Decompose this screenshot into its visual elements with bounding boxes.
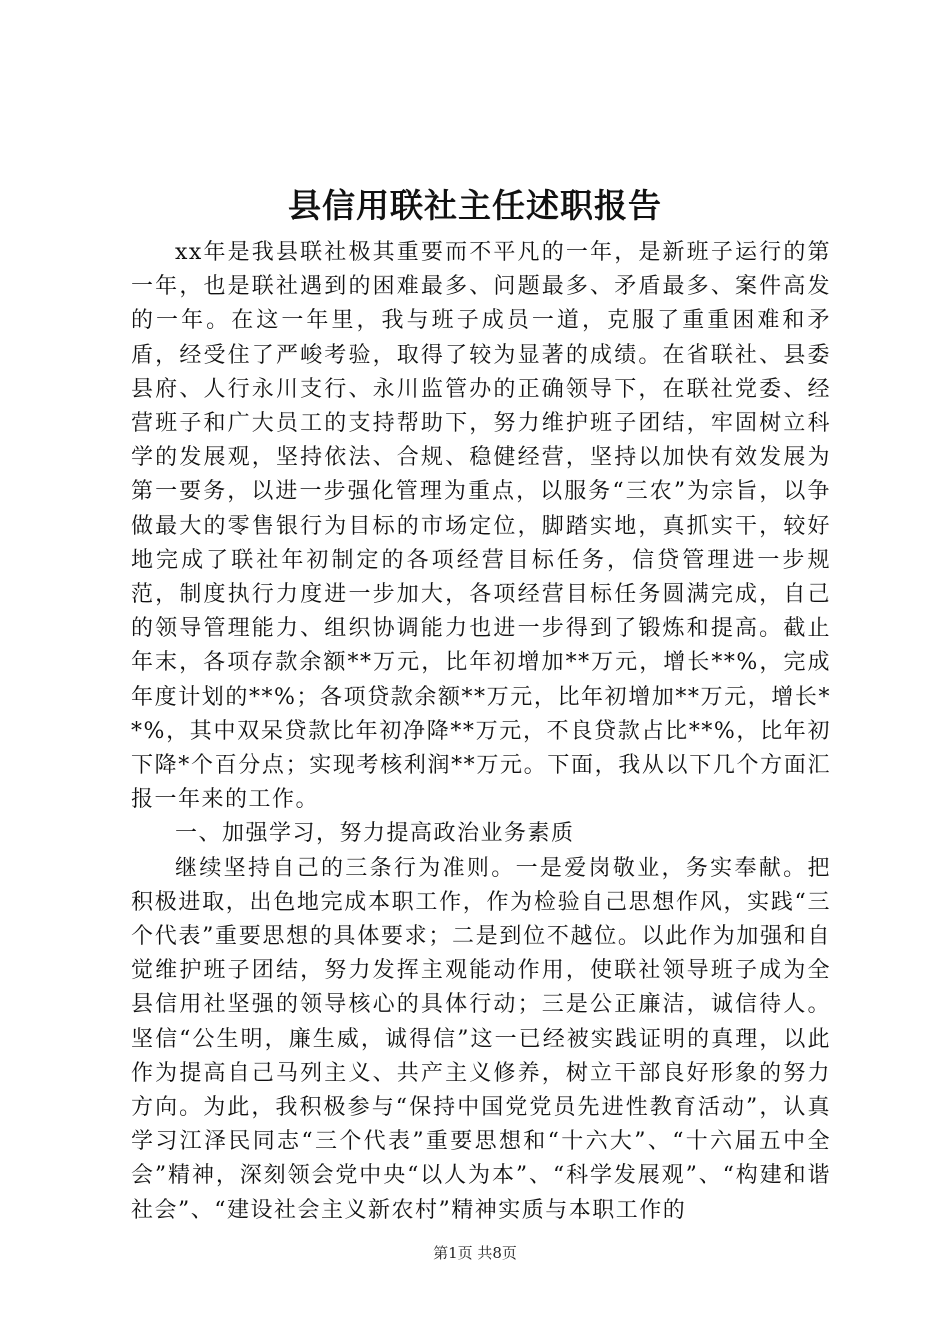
section-heading-1: 一、加强学习，努力提高政治业务素质 — [175, 821, 575, 847]
document-title: 县信用联社主任述职报告 — [288, 186, 662, 225]
page-footer: 第1页 共8页 — [433, 1244, 517, 1262]
paragraph-intro: xx年是我县联社极其重要而不平凡的一年，是新班子运行的第一年，也是联社遇到的困难最多、问题最多、矛盾最多、案件高发的一年。在这一年里，我与班子成员一道，克服了重重困难和矛盾，经受住了严峻考验，取得了较为显著的成绩。在省联社、县委县府、人行永川支行、永川监管办的正确领导下，在联社党委、经营班子和广大员工的支持帮助下，努力维护班子团结，牢固树立科学的发展观，坚持依法、合规、稳健经营，坚持以加快有效发展为第一要务，以进一步强化管理为重点，以服务“三农”为宗旨，以争做最大的零售银行为目标的市场定位，脚踏实地，真抓实干，较好地完成了联社年初制定的各项经营目标任务，信贷管理进一步规范，制度执行力度进一步加大，各项经营目标任务圆满完成，自己的领导管理能力、组织协调能力也进一步得到了锻炼和提高。截止年末，各项存款余额**万元，比年初增加**万元，增长**%，完成年度计划的**%；各项贷款余额**万元，比年初增加**万元，增长**%，其中双呆贷款比年初净降**万元，不良贷款占比**%，比年初下降*个百分点；实现考核利润**万元。下面，我从以下几个方面汇报一年来的工作。 — [131, 240, 831, 813]
paragraph-section-1: 继续坚持自己的三条行为准则。一是爱岗敬业，务实奉献。把积极进取，出色地完成本职工作，作为检验自己思想作风，实践“三个代表”重要思想的具体要求；二是到位不越位。以此作为加强和自觉维护班子团结，努力发挥主观能动作用，使联社领导班子成为全县信用社坚强的领导核心的具体行动；三是公正廉洁，诚信待人。坚信“公生明，廉生威，诚得信”这一已经被实践证明的真理，以此作为提高自己马列主义、共产主义修养，树立干部良好形象的努力方向。为此，我积极参与“保持中国党党员先进性教育活动”，认真学习江泽民同志“三个代表”重要思想和“十六大”、“十六届五中全会”精神，深刻领会党中央“以人为本”、“科学发展观”、“构建和谐社会”、“建设社会主义新农村”精神实质与本职工作的 — [131, 855, 831, 1223]
document-body — [131, 236, 831, 1228]
